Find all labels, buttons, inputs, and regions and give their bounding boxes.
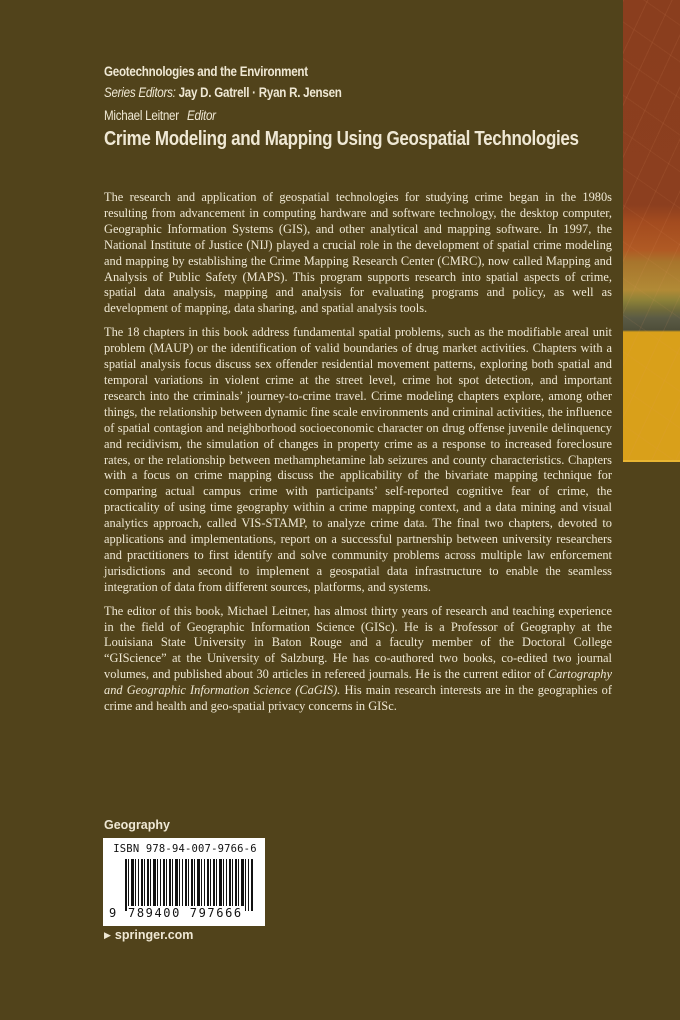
publisher-url[interactable]: springer.com bbox=[114, 928, 194, 942]
book-title: Crime Modeling and Mapping Using Geospatial Technologies bbox=[104, 128, 579, 150]
blurb-paragraph-3 bbox=[104, 604, 612, 715]
blurb-paragraph-2: The 18 chapters in this book address fundamental spatial problems, such as the modifiable areal unit problem (MAUP) or the identification of valid boundaries of drug market activities. Chapters with a spatial analysis focus discuss sex offender residential movement patterns, exploring both spatial and temporal variations in violent crime at the street level, crime hot spot detection, and important research into the criminals’ journey-to-crime travel. Crime modeling chapters explore, among other things, the relationship between dynamic fine scale environments and criminal activities, the influence of spatial contagion and neighborhood socioeconomic character on drug offense juvenile delinquency and recidivism, the simulation of changes in property crime as a response to increased foreclosure rates, or the relationship between methamphetamine lab seizures and county characteristics. Chapters with a focus on crime mapping discuss the applicability of the bivariate mapping technique for comparing actual campus crime with participants’ self-reported cognitive fear of crime, the practicality of using time geography within a crime mapping context, and a data mining and visual analytics approach, called VIS-STAMP, to analyze crime data. The final two chapters, devoted to applications and implementations, report on a successful partnership between university researchers and practitioners to first identify and solve community problems across multiple law enforcement jurisdictions and second to implement a geospatial data infrastructure to enable the seamless integration of data from different sources, platforms, and systems. bbox=[104, 325, 612, 594]
gold-block-edge bbox=[623, 460, 680, 462]
isbn-label: ISBN 978-94-007-9766-6 bbox=[113, 843, 257, 855]
play-arrow-icon: ▶ bbox=[104, 930, 111, 940]
editor-bio-text-end: His main research interests are in the geographies of crime and health and geo-spatial privacy concerns in GISc. bbox=[104, 683, 612, 714]
isbn-barcode bbox=[103, 838, 265, 926]
publisher-link[interactable] bbox=[104, 928, 193, 942]
series-editors bbox=[104, 85, 342, 100]
blurb-paragraph-1: The research and application of geospatial technologies for studying crime began in the 1980s resulting from advancement in computing hardware and software technology, the desktop computer, Geographic Information Systems (GIS), and other analytical and mapping software. In 1997, the National Institute of Justice (NIJ) played a crucial role in the development of spatial crime modeling and mapping by establishing the Crime Mapping Research Center (CMRC), now called Mapping and Analysis of Public Safety (MAPS). This program supports research into spatial aspects of crime, spatial data analysis, mapping and analysis for evaluating programs and policy, as well as development of mapping, data sharing, and spatial analysis tools. bbox=[104, 190, 612, 316]
back-cover-blurb bbox=[104, 190, 612, 723]
barcode-number: 789400 797666 bbox=[128, 906, 243, 920]
barcode-first-digit: 9 bbox=[109, 906, 117, 920]
editor-bio-text: The editor of this book, Michael Leitner, has almost thirty years of research and teaching experience in the field of Geographic Information Science (GISc). He is a Professor of Geography at the Louisiana State University in Baton Rouge and a faculty member of the Doctoral College “GIScience” at the University of Salzburg. He has co-authored two books, co-edited two journal volumes, and published about 30 articles in refereed journals. He is the current editor of bbox=[104, 603, 612, 682]
series-editors-names: Jay D. Gatrell · Ryan R. Jensen bbox=[178, 85, 342, 100]
barcode-bars-icon bbox=[125, 859, 253, 911]
series-name: Geotechnologies and the Environment bbox=[104, 64, 308, 79]
journal-title: Cartography and Geographic Information Science (CaGIS). bbox=[104, 667, 612, 698]
series-editors-label: Series Editors: bbox=[104, 85, 176, 100]
author-line bbox=[104, 108, 216, 123]
author-name: Michael Leitner bbox=[104, 108, 179, 123]
author-role: Editor bbox=[187, 108, 216, 123]
cover-map-strip bbox=[623, 0, 680, 462]
subject-category: Geography bbox=[104, 818, 170, 832]
